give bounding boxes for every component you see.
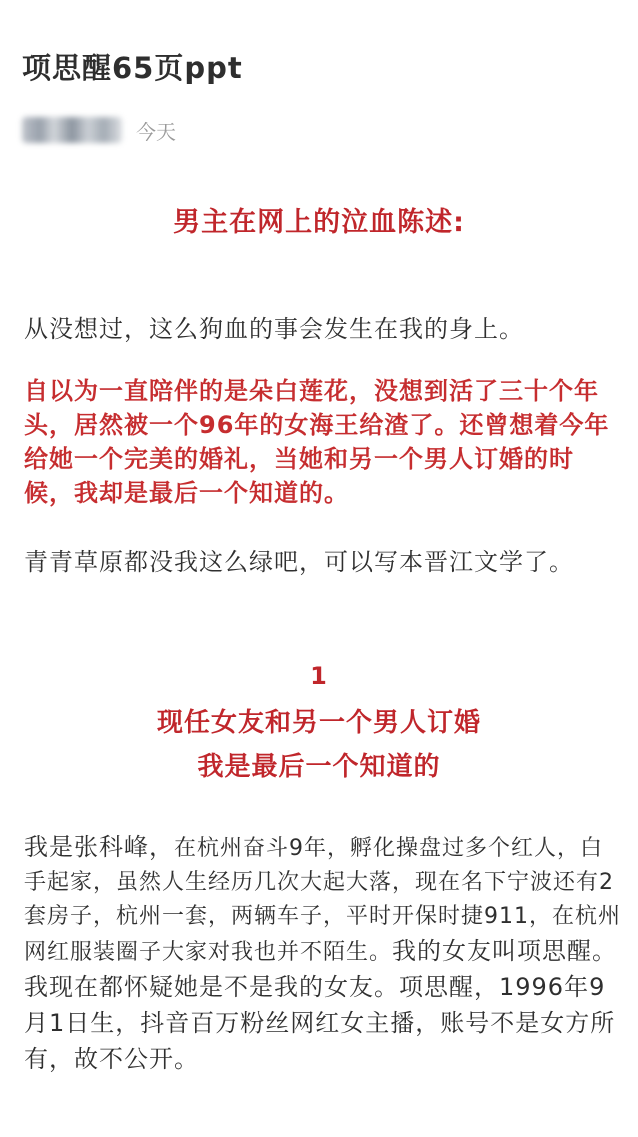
highlight-paragraph: 自以为一直陪伴的是朵白莲花，没想到活了三十个年头，居然被一个96年的女海王给渣了。还曾想着今年给她一个完美的婚礼，当她和另一个男人订婚的时候，我却是最后一个知道的。: [24, 377, 610, 507]
intro-paragraph: 从没想过，这么狗血的事会发生在我的身上。: [24, 315, 524, 343]
blurred-author-name: [22, 117, 122, 143]
body-text-2: 我的女友叫项思醒。我现在都怀疑她是不是我的女友。项思醒，1996年9月1日生，抖音百万粉丝网红女主播，账号不是女方所有，故不公开。: [24, 937, 618, 1073]
body-lead: 我是张科峰，: [24, 833, 174, 861]
post-date: 今天: [136, 119, 176, 144]
post-meta: [22, 110, 176, 150]
section-number: 1: [310, 662, 328, 690]
section-title-line-1: 现任女友和另一个男人订婚: [156, 708, 481, 738]
comment-paragraph: 青青草原都没我这么绿吧，可以写本晋江文学了。: [24, 548, 574, 576]
body-paragraph: [24, 830, 622, 1078]
body-text-1: 在杭州奋斗9年，孵化操盘过多个红人，白手起家，虽然人生经历几次大起大落，现在名下宁波还有2套房子，杭州一套，两辆车子，平时开保时捷911，在杭州网红服装圈子大家对我也并不陌生。: [24, 836, 621, 965]
section-title-line-2: 我是最后一个知道的: [197, 752, 441, 782]
page-title: 项思醒65页ppt: [22, 51, 243, 85]
article-heading: 男主在网上的泣血陈述:: [173, 207, 465, 238]
